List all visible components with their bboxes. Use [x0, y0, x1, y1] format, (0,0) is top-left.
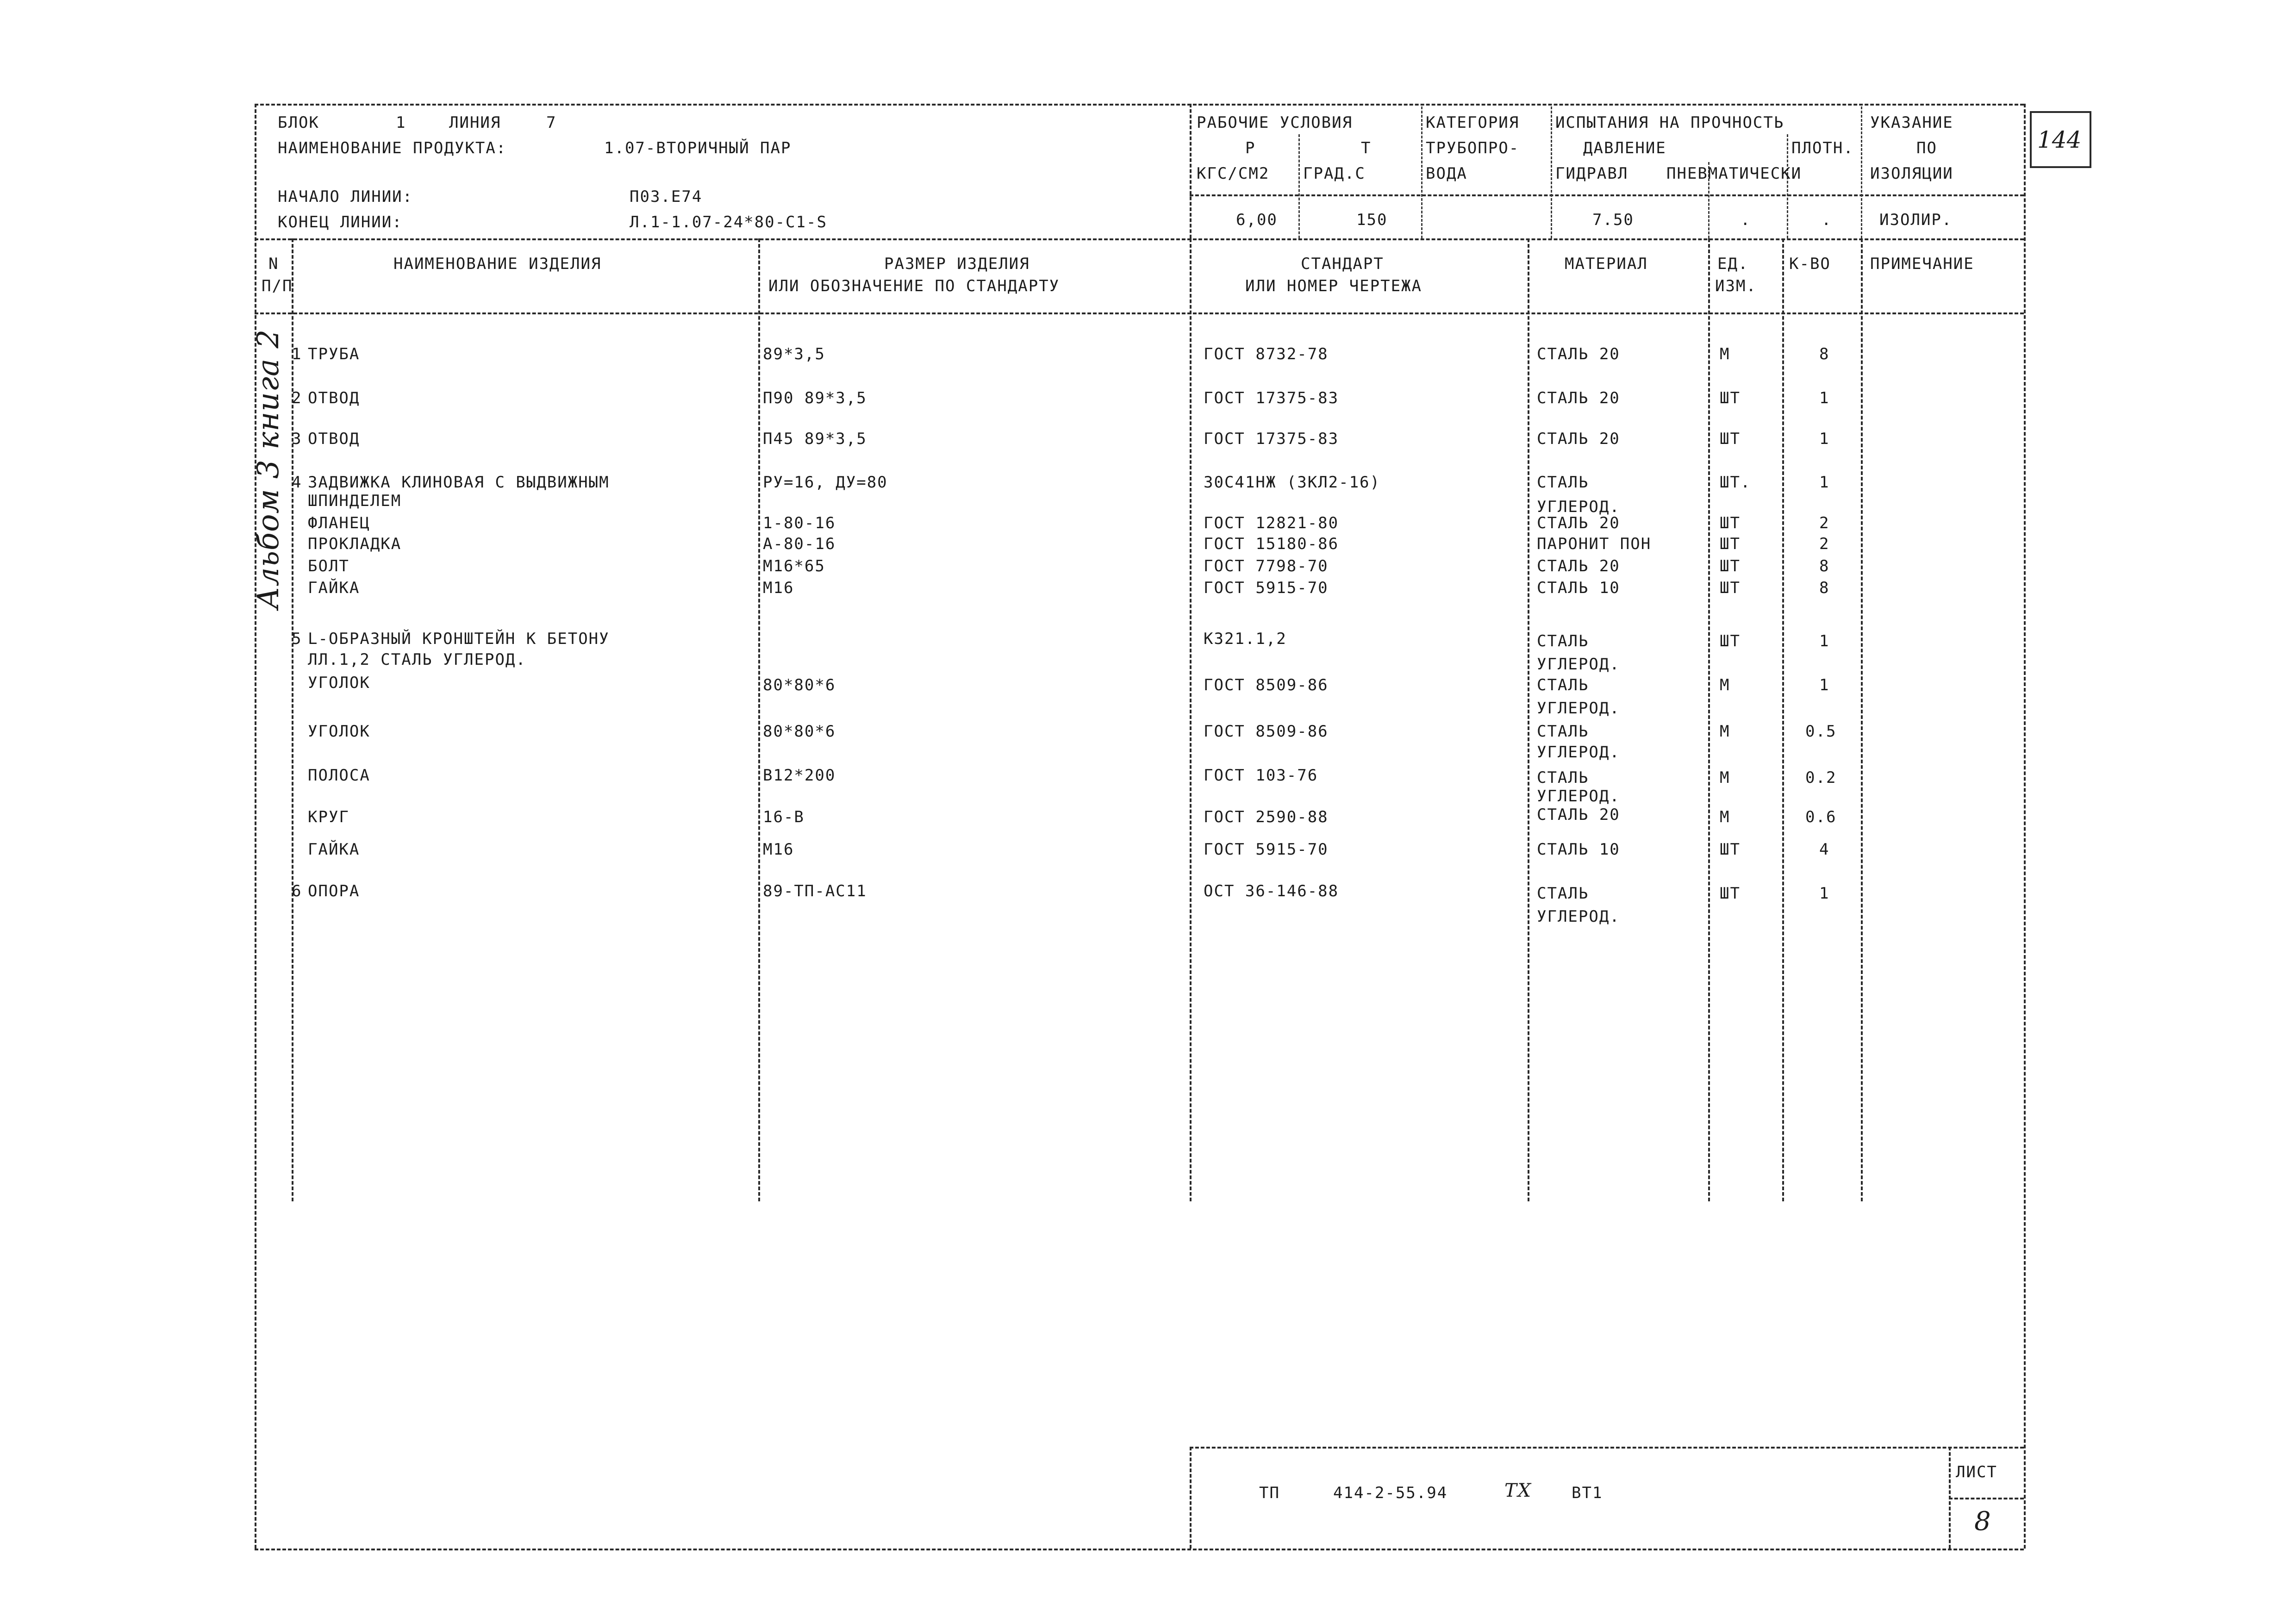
row-size: М16 [763, 840, 794, 859]
row-number: 2 [292, 389, 302, 407]
row-name: ЛЛ.1,2 СТАЛЬ УГЛЕРОД. [308, 650, 526, 669]
row-size: П45 89*3,5 [763, 430, 867, 448]
header-p-t-divider [1298, 134, 1300, 238]
row-material: СТАЛЬ 20 [1537, 345, 1620, 363]
conditions-title: РАБОЧИЕ УСЛОВИЯ [1197, 113, 1353, 132]
row-number: 3 [292, 430, 302, 448]
row-size: А-80-16 [763, 535, 836, 553]
insulation-value: ИЗОЛИР. [1879, 211, 1953, 229]
category-label-2: ТРУБОПРО- [1426, 139, 1520, 157]
row-material: УГЛЕРОД. [1537, 743, 1620, 762]
row-material: СТАЛЬ [1537, 768, 1589, 787]
row-unit: ШТ [1720, 884, 1741, 903]
row-size: 1-80-16 [763, 514, 836, 532]
header-test-insul-divider [1861, 106, 1862, 238]
row-unit: ШТ [1720, 389, 1741, 407]
pressure-label: ДАВЛЕНИЕ [1583, 139, 1666, 157]
row-standard: ГОСТ 8509-86 [1204, 722, 1329, 741]
header-pneum-plotn-divider [1787, 134, 1788, 238]
row-name: ФЛАНЕЦ [308, 514, 370, 532]
row-name: ПОЛОСА [308, 766, 370, 785]
row-standard: ОСТ 36-146-88 [1204, 882, 1339, 900]
row-size: М16*65 [763, 557, 825, 575]
row-name: ОТВОД [308, 430, 360, 448]
row-unit: ШТ. [1720, 473, 1751, 492]
row-number: 5 [292, 630, 302, 648]
row-material: СТАЛЬ 20 [1537, 430, 1620, 448]
col-divider-num [292, 238, 293, 1201]
col-size-header-2: ИЛИ ОБОЗНАЧЕНИЕ ПО СТАНДАРТУ [768, 277, 1060, 295]
row-name: ГАЙКА [308, 840, 360, 859]
start-value: П03.Е74 [630, 187, 703, 206]
row-name: ПРОКЛАДКА [308, 535, 402, 553]
row-unit: М [1720, 345, 1730, 363]
sheet-box-divider [1949, 1498, 2024, 1499]
row-qty: 8 [1819, 579, 1830, 597]
col-unit-header-2: ИЗМ. [1715, 277, 1757, 295]
row-qty: 1 [1819, 632, 1830, 650]
row-standard: ГОСТ 7798-70 [1204, 557, 1329, 575]
stamp-left-line [1190, 1447, 1192, 1549]
row-material: УГЛЕРОД. [1537, 655, 1620, 674]
col-num-header-2: П/П [262, 277, 293, 295]
row-size: 16-В [763, 808, 805, 826]
row-name: ОТВОД [308, 389, 360, 407]
row-qty: 1 [1819, 676, 1830, 694]
row-size: М16 [763, 579, 794, 597]
row-unit: ШТ [1720, 557, 1741, 575]
liniya-value: 7 [546, 113, 557, 132]
row-unit: М [1720, 676, 1730, 694]
row-material: СТАЛЬ 20 [1537, 514, 1620, 532]
hydraulic-label: ГИДРАВЛ [1555, 164, 1628, 183]
row-material: СТАЛЬ [1537, 884, 1589, 903]
col-unit-header-1: ЕД. [1717, 255, 1749, 273]
start-label: НАЧАЛО ЛИНИИ: [278, 187, 413, 206]
col-qty-header: К-ВО [1789, 255, 1831, 273]
end-value: Л.1-1.07-24*80-С1-S [630, 213, 827, 231]
col-divider-name [758, 238, 760, 1201]
stamp-document-code: 414-2-55.94 [1333, 1484, 1448, 1502]
page-number-handwritten: 144 [2037, 126, 2082, 153]
pneumatic-value: . [1741, 211, 1751, 229]
row-qty: 2 [1819, 514, 1830, 532]
row-unit: ШТ [1720, 579, 1741, 597]
row-material: УГЛЕРОД. [1537, 787, 1620, 806]
row-qty: 0.6 [1805, 808, 1837, 826]
pneumatic-label: ПНЕВМАТИЧЕСКИ [1666, 164, 1802, 183]
row-name: ОПОРА [308, 882, 360, 900]
row-unit: М [1720, 722, 1730, 741]
row-material: УГЛЕРОД. [1537, 699, 1620, 718]
frame-left-line [255, 104, 256, 1549]
blok-label: БЛОК [278, 113, 319, 132]
p-label: Р [1245, 139, 1256, 157]
row-name: УГОЛОК [308, 722, 370, 741]
row-material: УГЛЕРОД. [1537, 907, 1620, 926]
col-divider-std [1528, 238, 1529, 1201]
hydraulic-value: 7.50 [1592, 211, 1634, 229]
row-standard: ГОСТ 17375-83 [1204, 430, 1339, 448]
row-name: БОЛТ [308, 557, 349, 575]
test-title: ИСПЫТАНИЯ НА ПРОЧНОСТЬ [1555, 113, 1784, 132]
row-name: ЗАДВИЖКА КЛИНОВАЯ С ВЫДВИЖНЫМ [308, 473, 610, 492]
row-number: 4 [292, 473, 302, 492]
row-name: УГОЛОК [308, 674, 370, 692]
row-material: СТАЛЬ 20 [1537, 389, 1620, 407]
row-qty: 8 [1819, 557, 1830, 575]
header-category-test-divider [1551, 106, 1552, 238]
row-standard: ГОСТ 8509-86 [1204, 676, 1329, 694]
stamp-sheet-code: ВТ1 [1572, 1484, 1603, 1502]
product-value: 1.07-ВТОРИЧНЫЙ ПАР [604, 139, 792, 157]
row-material: СТАЛЬ [1537, 722, 1589, 741]
blok-value: 1 [396, 113, 406, 132]
row-standard: ГОСТ 17375-83 [1204, 389, 1339, 407]
margin-note: Альбом 3 книга 2 [251, 329, 286, 609]
row-standard: ГОСТ 8732-78 [1204, 345, 1329, 363]
col-divider-mat [1708, 238, 1710, 1201]
row-material: СТАЛЬ [1537, 632, 1589, 650]
row-size: В12*200 [763, 766, 836, 785]
p-unit: КГС/СМ2 [1197, 164, 1270, 183]
row-name: ТРУБА [308, 345, 360, 363]
frame-bottom-line [255, 1549, 2024, 1550]
t-unit: ГРАД.С [1303, 164, 1366, 183]
row-standard: 30С41НЖ (ЗКЛ2-16) [1204, 473, 1380, 492]
row-standard: ГОСТ 103-76 [1204, 766, 1318, 785]
row-name: L-ОБРАЗНЫЙ КРОНШТЕЙН К БЕТОНУ [308, 630, 610, 648]
p-value: 6,00 [1236, 211, 1278, 229]
header-divider-line [1190, 194, 2024, 196]
row-qty: 0.5 [1805, 722, 1837, 741]
row-standard: ГОСТ 15180-86 [1204, 535, 1339, 553]
col-material-header: МАТЕРИАЛ [1565, 255, 1648, 273]
header-conditions-divider [1190, 104, 1192, 238]
header-bottom-line [255, 238, 2024, 240]
insulation-label-2: ПО [1916, 139, 1937, 157]
column-header-bottom-line [255, 312, 2024, 314]
row-standard: ГОСТ 2590-88 [1204, 808, 1329, 826]
row-material: УГЛЕРОД. [1537, 498, 1620, 516]
row-qty: 1 [1819, 430, 1830, 448]
row-size: 89-ТП-АС11 [763, 882, 867, 900]
row-material: СТАЛЬ 10 [1537, 579, 1620, 597]
row-size: 89*3,5 [763, 345, 825, 363]
sheet-number: 8 [1974, 1506, 1992, 1537]
col-note-header: ПРИМЕЧАНИЕ [1870, 255, 1974, 273]
row-size: РУ=16, ДУ=80 [763, 473, 888, 492]
col-divider-unit [1782, 238, 1784, 1201]
col-name-header: НАИМЕНОВАНИЕ ИЗДЕЛИЯ [393, 255, 602, 273]
row-name: ГАЙКА [308, 579, 360, 597]
col-divider-size [1190, 238, 1192, 1201]
col-std-header-2: ИЛИ НОМЕР ЧЕРТЕЖА [1245, 277, 1422, 295]
row-name: ШПИНДЕЛЕМ [308, 492, 402, 510]
row-standard: К321.1,2 [1204, 630, 1287, 648]
plotn-value: . [1822, 211, 1832, 229]
category-label-3: ВОДА [1426, 164, 1467, 183]
row-qty: 1 [1819, 884, 1830, 903]
row-qty: 8 [1819, 345, 1830, 363]
row-material: СТАЛЬ [1537, 473, 1589, 492]
stamp-prefix: ТП [1259, 1484, 1280, 1502]
row-unit: ШТ [1720, 514, 1741, 532]
row-unit: М [1720, 808, 1730, 826]
row-material: СТАЛЬ [1537, 676, 1589, 694]
category-label-1: КАТЕГОРИЯ [1426, 113, 1520, 132]
header-t-category-divider [1421, 106, 1423, 238]
sheet-label: ЛИСТ [1956, 1463, 1997, 1481]
liniya-label: ЛИНИЯ [449, 113, 501, 132]
row-name: КРУГ [308, 808, 349, 826]
row-standard: ГОСТ 12821-80 [1204, 514, 1339, 532]
row-qty: 1 [1819, 473, 1830, 492]
insulation-label-3: ИЗОЛЯЦИИ [1870, 164, 1953, 183]
row-size: П90 89*3,5 [763, 389, 867, 407]
row-qty: 4 [1819, 840, 1830, 859]
row-qty: 1 [1819, 389, 1830, 407]
col-num-header-1: N [268, 255, 279, 273]
row-size: 80*80*6 [763, 722, 836, 741]
row-size: 80*80*6 [763, 676, 836, 694]
row-number: 1 [292, 345, 302, 363]
row-standard: ГОСТ 5915-70 [1204, 579, 1329, 597]
end-label: КОНЕЦ ЛИНИИ: [278, 213, 403, 231]
row-unit: ШТ [1720, 632, 1741, 650]
row-material: СТАЛЬ 20 [1537, 557, 1620, 575]
plotn-label: ПЛОТН. [1791, 139, 1854, 157]
page-number-box [2030, 111, 2091, 168]
stamp-top-line [1190, 1447, 2024, 1449]
row-material: СТАЛЬ 20 [1537, 806, 1620, 824]
col-divider-qty [1861, 238, 1863, 1201]
row-number: 6 [292, 882, 302, 900]
col-std-header-1: СТАНДАРТ [1301, 255, 1384, 273]
t-value: 150 [1356, 211, 1388, 229]
row-unit: ШТ [1720, 430, 1741, 448]
sheet-box-left-line [1949, 1447, 1951, 1549]
row-unit: М [1720, 768, 1730, 787]
frame-top-line [255, 104, 2024, 106]
row-standard: ГОСТ 5915-70 [1204, 840, 1329, 859]
col-size-header-1: РАЗМЕР ИЗДЕЛИЯ [884, 255, 1030, 273]
row-material: СТАЛЬ 10 [1537, 840, 1620, 859]
row-unit: ШТ [1720, 535, 1741, 553]
t-label: Т [1361, 139, 1372, 157]
insulation-label-1: УКАЗАНИЕ [1870, 113, 1953, 132]
product-label: НАИМЕНОВАНИЕ ПРОДУКТА: [278, 139, 507, 157]
row-qty: 0.2 [1805, 768, 1837, 787]
frame-right-line [2024, 104, 2026, 1549]
row-material: ПАРОНИТ ПОН [1537, 535, 1652, 553]
stamp-suffix: ТХ [1504, 1480, 1532, 1501]
row-unit: ШТ [1720, 840, 1741, 859]
row-qty: 2 [1819, 535, 1830, 553]
